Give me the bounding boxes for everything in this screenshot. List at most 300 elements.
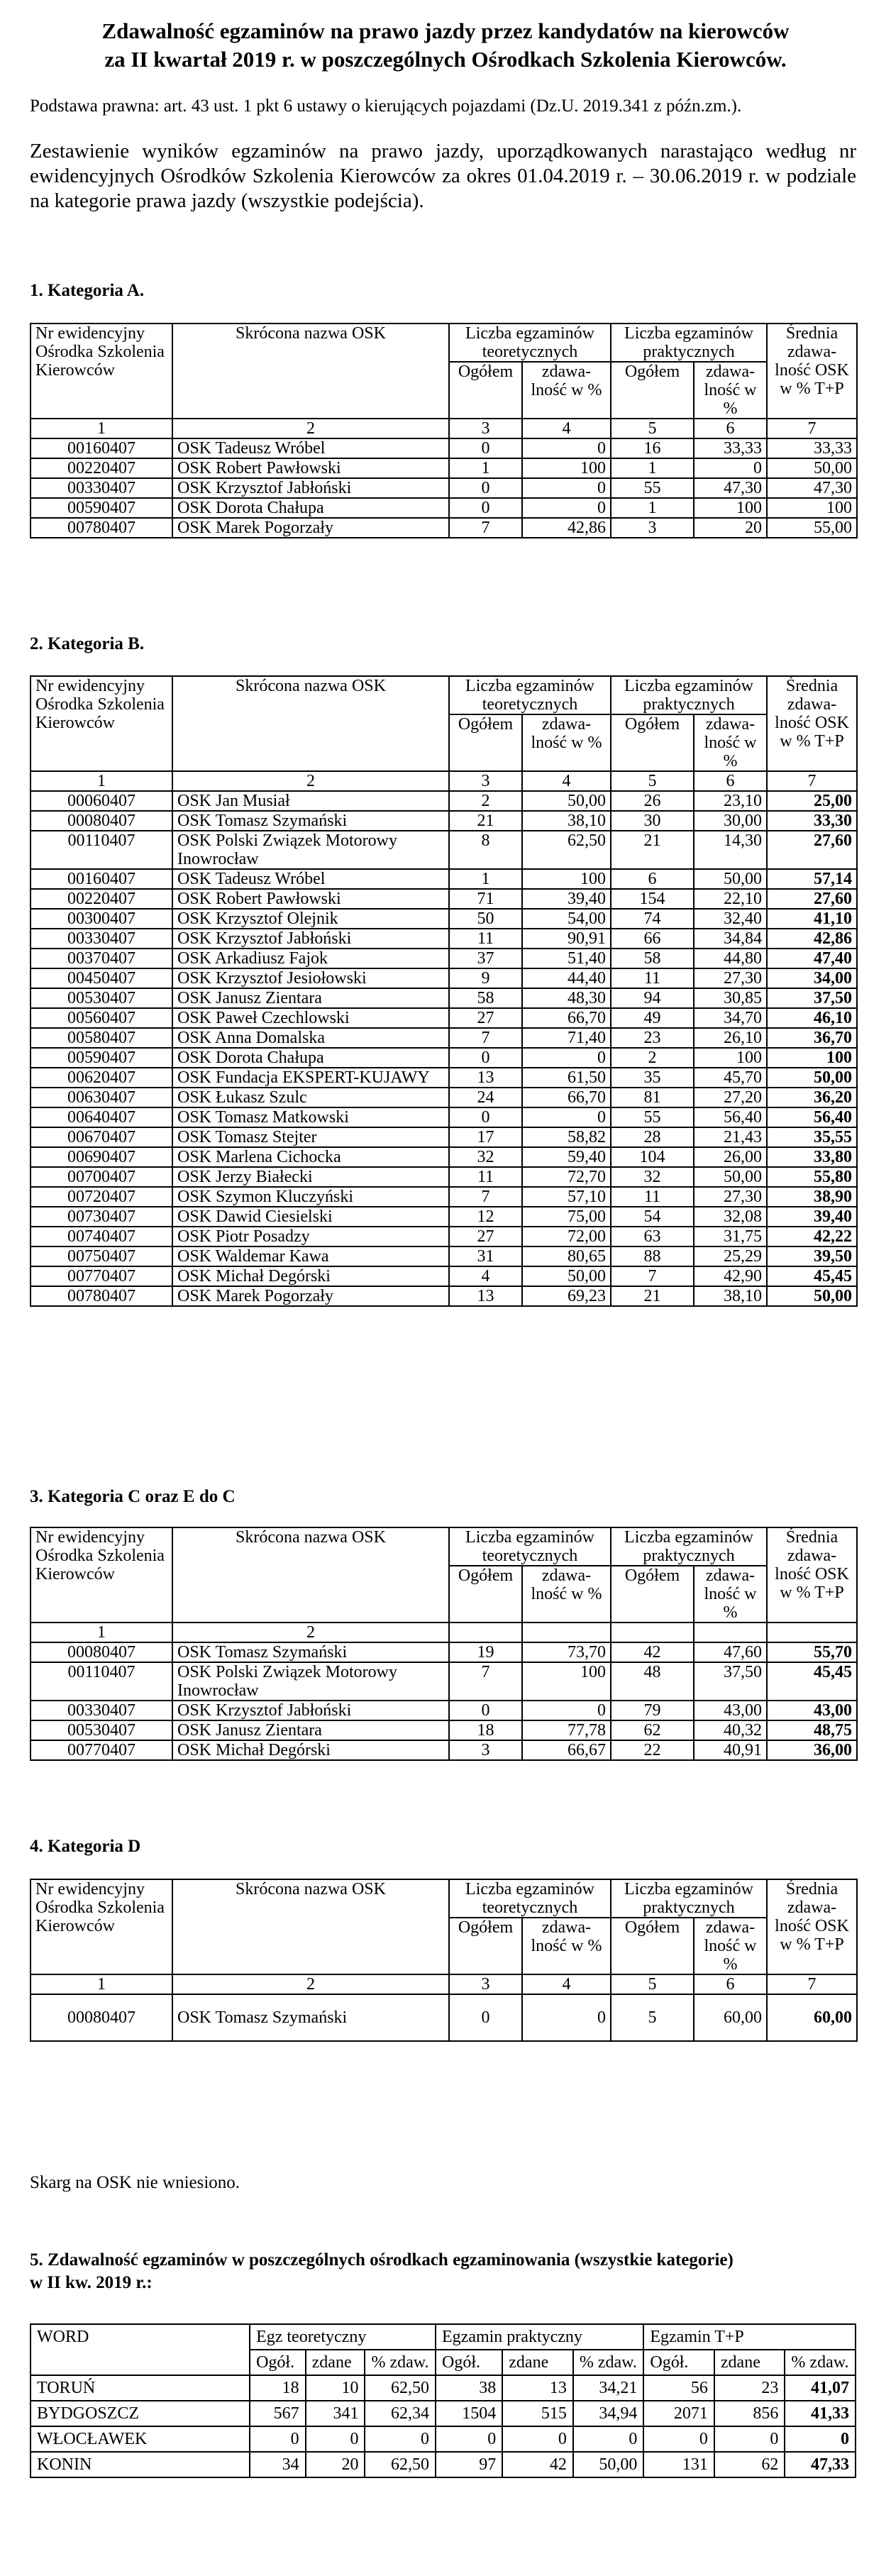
cell-theory-pass: 72,70 bbox=[522, 1167, 611, 1187]
cell-practice-total: 74 bbox=[611, 909, 694, 929]
cell-nr: 00080407 bbox=[31, 811, 172, 831]
title-line-2: za II kwartał 2019 r. w poszczególnych Ośrodkach Szkolenia Kierowców. bbox=[104, 47, 787, 72]
column-header-pass: zdawa-lność w % bbox=[522, 714, 611, 771]
cell-practice-total: 3 bbox=[611, 518, 694, 538]
cell-theory-pass: 69,23 bbox=[522, 1286, 611, 1306]
cell-average: 25,00 bbox=[767, 791, 857, 811]
cell-nr: 00580407 bbox=[31, 1028, 172, 1048]
cell-nr: 00700407 bbox=[31, 1167, 172, 1187]
cell-value: 23 bbox=[714, 2375, 785, 2401]
cell-practice-total: 79 bbox=[611, 1701, 694, 1720]
cell-average: 41,10 bbox=[767, 909, 857, 929]
cell-nr: 00060407 bbox=[31, 791, 172, 811]
cell-theory-pass: 90,91 bbox=[522, 929, 611, 949]
column-index: 7 bbox=[767, 771, 857, 791]
cell-value: 62,50 bbox=[365, 2375, 436, 2401]
table-row bbox=[31, 831, 857, 869]
cell-theory-pass: 100 bbox=[522, 1662, 611, 1701]
column-index-empty bbox=[767, 1623, 857, 1642]
cell-theory-pass: 51,40 bbox=[522, 949, 611, 968]
cell-nr: 00740407 bbox=[31, 1227, 172, 1246]
cell-theory-total: 27 bbox=[449, 1227, 522, 1246]
cell-nr: 00300407 bbox=[31, 909, 172, 929]
cell-value: 1504 bbox=[436, 2401, 502, 2426]
cell-value: 62,50 bbox=[365, 2452, 436, 2477]
cell-practice-pass: 22,10 bbox=[694, 889, 767, 909]
table-row bbox=[31, 1127, 857, 1147]
cell-average: 50,00 bbox=[767, 458, 857, 478]
header-row bbox=[31, 1527, 857, 1566]
cell-average: 37,50 bbox=[767, 988, 857, 1008]
column-header-pass: zdawa-lność w % bbox=[522, 362, 611, 419]
cell-practice-total: 30 bbox=[611, 811, 694, 831]
cell-practice-total: 62 bbox=[611, 1720, 694, 1740]
cell-theory-pass: 80,65 bbox=[522, 1246, 611, 1266]
centers-pct-header: % zdaw. bbox=[785, 2350, 856, 2375]
cell-nr: 00110407 bbox=[31, 1662, 172, 1701]
cell-theory-pass: 50,00 bbox=[522, 1266, 611, 1286]
cell-average: 100 bbox=[767, 1048, 857, 1068]
cell-name: OSK Marlena Cichocka bbox=[172, 1147, 449, 1167]
section-heading-c: 3. Kategoria C oraz E do C bbox=[30, 1487, 236, 1506]
column-index: 6 bbox=[694, 771, 767, 791]
cell-nr: 00630407 bbox=[31, 1088, 172, 1107]
cell-value: 41,33 bbox=[785, 2401, 856, 2426]
table-row bbox=[31, 1286, 857, 1306]
header-row bbox=[31, 676, 857, 714]
column-header-total: Ogółem bbox=[449, 1566, 522, 1623]
column-header-nr: Nr ewidencyjny Ośrodka Szkolenia Kierowców bbox=[31, 324, 172, 419]
table-category-a bbox=[30, 323, 858, 538]
cell-name: OSK Dorota Chałupa bbox=[172, 1048, 449, 1068]
column-header-total: Ogółem bbox=[449, 1918, 522, 1974]
centers-tp-header: Egzamin T+P bbox=[643, 2324, 856, 2350]
cell-practice-total: 6 bbox=[611, 869, 694, 889]
table-row bbox=[31, 1068, 857, 1088]
centers-total-header: Ogół. bbox=[250, 2350, 306, 2375]
cell-theory-total: 7 bbox=[449, 1028, 522, 1048]
column-index: 2 bbox=[172, 1623, 449, 1642]
cell-name: OSK Robert Pawłowski bbox=[172, 458, 449, 478]
cell-center-name: WŁOCŁAWEK bbox=[31, 2426, 250, 2452]
complaints-note: Skarg na OSK nie wniesiono. bbox=[30, 2173, 240, 2192]
header-row bbox=[31, 1879, 857, 1918]
cell-name: OSK Michał Degórski bbox=[172, 1740, 449, 1760]
cell-theory-total: 3 bbox=[449, 1740, 522, 1760]
cell-practice-total: 66 bbox=[611, 929, 694, 949]
cell-practice-total: 94 bbox=[611, 988, 694, 1008]
cell-theory-total: 50 bbox=[449, 909, 522, 929]
cell-theory-total: 37 bbox=[449, 949, 522, 968]
column-header-pass: zdawa-lność w % bbox=[694, 1566, 767, 1623]
cell-nr: 00590407 bbox=[31, 1048, 172, 1068]
cell-nr: 00620407 bbox=[31, 1068, 172, 1088]
cell-practice-total: 1 bbox=[611, 458, 694, 478]
column-index: 4 bbox=[522, 771, 611, 791]
cell-practice-total: 21 bbox=[611, 831, 694, 869]
cell-nr: 00780407 bbox=[31, 1286, 172, 1306]
column-header-nr: Nr ewidencyjny Ośrodka Szkolenia Kierowców bbox=[31, 1527, 172, 1623]
cell-value: 2071 bbox=[643, 2401, 714, 2426]
cell-average: 55,70 bbox=[767, 1642, 857, 1662]
column-header-theory: Liczba egzaminów teoretycznych bbox=[449, 676, 611, 714]
cell-theory-total: 0 bbox=[449, 1107, 522, 1127]
cell-theory-pass: 66,67 bbox=[522, 1740, 611, 1760]
cell-theory-pass: 57,10 bbox=[522, 1187, 611, 1207]
table-exam-centers bbox=[30, 2323, 856, 2478]
cell-nr: 00330407 bbox=[31, 478, 172, 498]
cell-theory-pass: 100 bbox=[522, 869, 611, 889]
cell-name: OSK Krzysztof Jabłoński bbox=[172, 1701, 449, 1720]
cell-theory-total: 1 bbox=[449, 458, 522, 478]
column-index: 3 bbox=[449, 419, 522, 438]
table-row bbox=[31, 889, 857, 909]
column-header-pass: zdawa-lność w % bbox=[694, 362, 767, 419]
cell-theory-total: 19 bbox=[449, 1642, 522, 1662]
cell-value: 13 bbox=[502, 2375, 573, 2401]
cell-theory-pass: 0 bbox=[522, 1107, 611, 1127]
section-heading-centers bbox=[30, 2249, 856, 2294]
cell-practice-pass: 25,29 bbox=[694, 1246, 767, 1266]
title-line-1: Zdawalność egzaminów na prawo jazdy przez kandydatów na kierowców bbox=[101, 18, 790, 43]
cell-practice-pass: 34,84 bbox=[694, 929, 767, 949]
cell-theory-pass: 38,10 bbox=[522, 811, 611, 831]
cell-average: 45,45 bbox=[767, 1266, 857, 1286]
column-index: 6 bbox=[694, 1974, 767, 1994]
cell-practice-pass: 27,20 bbox=[694, 1088, 767, 1107]
cell-theory-total: 58 bbox=[449, 988, 522, 1008]
cell-practice-total: 11 bbox=[611, 1187, 694, 1207]
table-row bbox=[31, 1167, 857, 1187]
cell-theory-total: 21 bbox=[449, 811, 522, 831]
cell-theory-total: 0 bbox=[449, 438, 522, 458]
cell-average: 56,40 bbox=[767, 1107, 857, 1127]
column-index: 3 bbox=[449, 771, 522, 791]
cell-nr: 00160407 bbox=[31, 869, 172, 889]
cell-theory-total: 8 bbox=[449, 831, 522, 869]
cell-nr: 00080407 bbox=[31, 1642, 172, 1662]
cell-practice-pass: 43,00 bbox=[694, 1701, 767, 1720]
cell-average: 100 bbox=[767, 498, 857, 518]
column-index: 3 bbox=[449, 1974, 522, 1994]
cell-name: OSK Anna Domalska bbox=[172, 1028, 449, 1048]
column-header-nr: Nr ewidencyjny Ośrodka Szkolenia Kierowców bbox=[31, 1879, 172, 1974]
cell-practice-pass: 26,10 bbox=[694, 1028, 767, 1048]
table-row bbox=[31, 1227, 857, 1246]
cell-theory-pass: 58,82 bbox=[522, 1127, 611, 1147]
section-heading-b: 2. Kategoria B. bbox=[30, 634, 145, 653]
table-row bbox=[31, 1207, 857, 1227]
table-row bbox=[31, 1088, 857, 1107]
column-header-average: Średnia zdawa-lność OSK w % T+P bbox=[767, 676, 857, 771]
cell-theory-pass: 0 bbox=[522, 1048, 611, 1068]
cell-theory-pass: 66,70 bbox=[522, 1008, 611, 1028]
table-row bbox=[31, 1740, 857, 1760]
cell-nr: 00780407 bbox=[31, 518, 172, 538]
table-category-c bbox=[30, 1527, 858, 1761]
column-header-theory: Liczba egzaminów teoretycznych bbox=[449, 324, 611, 362]
cell-name: OSK Michał Degórski bbox=[172, 1266, 449, 1286]
table-row bbox=[31, 1701, 857, 1720]
cell-practice-pass: 26,00 bbox=[694, 1147, 767, 1167]
cell-name: OSK Jerzy Białecki bbox=[172, 1167, 449, 1187]
table-row bbox=[31, 791, 857, 811]
cell-practice-pass: 20 bbox=[694, 518, 767, 538]
cell-average: 33,80 bbox=[767, 1147, 857, 1167]
cell-theory-total: 0 bbox=[449, 498, 522, 518]
cell-practice-total: 55 bbox=[611, 478, 694, 498]
cell-practice-pass: 33,33 bbox=[694, 438, 767, 458]
section-heading-a: 1. Kategoria A. bbox=[30, 281, 145, 300]
cell-practice-pass: 42,90 bbox=[694, 1266, 767, 1286]
cell-value: 50,00 bbox=[573, 2452, 644, 2477]
column-header-average: Średnia zdawa-lność OSK w % T+P bbox=[767, 1879, 857, 1974]
column-index: 1 bbox=[31, 1974, 172, 1994]
cell-value: 0 bbox=[714, 2426, 785, 2452]
cell-value: 38 bbox=[436, 2375, 502, 2401]
table-row bbox=[31, 988, 857, 1008]
column-index-row bbox=[31, 1623, 857, 1642]
cell-average: 55,00 bbox=[767, 518, 857, 538]
table-row bbox=[31, 1147, 857, 1167]
cell-average: 45,45 bbox=[767, 1662, 857, 1701]
column-header-practice: Liczba egzaminów praktycznych bbox=[611, 324, 767, 362]
cell-practice-pass: 100 bbox=[694, 1048, 767, 1068]
table-row bbox=[31, 2426, 856, 2452]
column-header-total: Ogółem bbox=[611, 714, 694, 771]
column-index: 2 bbox=[172, 419, 449, 438]
column-header-pass: zdawa-lność w % bbox=[522, 1566, 611, 1623]
column-index: 5 bbox=[611, 771, 694, 791]
cell-name: OSK Krzysztof Olejnik bbox=[172, 909, 449, 929]
cell-average: 36,70 bbox=[767, 1028, 857, 1048]
column-header-pass: zdawa-lność w % bbox=[522, 1918, 611, 1974]
table-row bbox=[31, 518, 857, 538]
column-header-total: Ogółem bbox=[611, 1918, 694, 1974]
cell-value: 10 bbox=[306, 2375, 365, 2401]
table-row bbox=[31, 909, 857, 929]
cell-nr: 00750407 bbox=[31, 1246, 172, 1266]
cell-nr: 00590407 bbox=[31, 498, 172, 518]
cell-average: 55,80 bbox=[767, 1167, 857, 1187]
cell-nr: 00530407 bbox=[31, 1720, 172, 1740]
cell-name: OSK Marek Pogorzały bbox=[172, 518, 449, 538]
cell-practice-total: 32 bbox=[611, 1167, 694, 1187]
column-index-row bbox=[31, 771, 857, 791]
cell-average: 47,30 bbox=[767, 478, 857, 498]
cell-average: 50,00 bbox=[767, 1286, 857, 1306]
cell-average: 39,40 bbox=[767, 1207, 857, 1227]
cell-nr: 00370407 bbox=[31, 949, 172, 968]
cell-average: 42,86 bbox=[767, 929, 857, 949]
column-index: 7 bbox=[767, 419, 857, 438]
cell-average: 27,60 bbox=[767, 889, 857, 909]
cell-theory-pass: 71,40 bbox=[522, 1028, 611, 1048]
cell-practice-pass: 47,60 bbox=[694, 1642, 767, 1662]
cell-theory-total: 7 bbox=[449, 518, 522, 538]
cell-name: OSK Robert Pawłowski bbox=[172, 889, 449, 909]
cell-practice-pass: 32,40 bbox=[694, 909, 767, 929]
cell-theory-total: 1 bbox=[449, 869, 522, 889]
cell-theory-total: 4 bbox=[449, 1266, 522, 1286]
cell-average: 34,00 bbox=[767, 968, 857, 988]
cell-nr: 00220407 bbox=[31, 889, 172, 909]
table-row bbox=[31, 1008, 857, 1028]
column-index: 5 bbox=[611, 1974, 694, 1994]
cell-nr: 00080407 bbox=[31, 1994, 172, 2041]
table-row bbox=[31, 1107, 857, 1127]
cell-theory-total: 7 bbox=[449, 1187, 522, 1207]
cell-value: 20 bbox=[306, 2452, 365, 2477]
centers-total-header: Ogół. bbox=[436, 2350, 502, 2375]
column-index-empty bbox=[611, 1623, 694, 1642]
cell-practice-pass: 31,75 bbox=[694, 1227, 767, 1246]
cell-practice-pass: 60,00 bbox=[694, 1994, 767, 2041]
cell-theory-pass: 61,50 bbox=[522, 1068, 611, 1088]
cell-average: 48,75 bbox=[767, 1720, 857, 1740]
cell-average: 33,33 bbox=[767, 438, 857, 458]
cell-name: OSK Tomasz Stejter bbox=[172, 1127, 449, 1147]
cell-nr: 00770407 bbox=[31, 1740, 172, 1760]
cell-average: 35,55 bbox=[767, 1127, 857, 1147]
cell-practice-total: 5 bbox=[611, 1994, 694, 2041]
cell-value: 62 bbox=[714, 2452, 785, 2477]
column-header-total: Ogółem bbox=[611, 1566, 694, 1623]
cell-practice-total: 2 bbox=[611, 1048, 694, 1068]
cell-theory-pass: 75,00 bbox=[522, 1207, 611, 1227]
cell-practice-total: 58 bbox=[611, 949, 694, 968]
cell-value: 34 bbox=[250, 2452, 306, 2477]
table-row bbox=[31, 1246, 857, 1266]
cell-theory-pass: 0 bbox=[522, 438, 611, 458]
cell-value: 567 bbox=[250, 2401, 306, 2426]
cell-theory-total: 71 bbox=[449, 889, 522, 909]
cell-practice-pass: 50,00 bbox=[694, 1167, 767, 1187]
legal-basis: Podstawa prawna: art. 43 ust. 1 pkt 6 ustawy o kierujących pojazdami (Dz.U. 2019.341 z późn.zm.). bbox=[30, 96, 742, 116]
centers-heading-line-1: 5. Zdawalność egzaminów w poszczególnych ośrodkach egzaminowania (wszystkie kategorie) bbox=[30, 2250, 734, 2270]
table-row bbox=[31, 1028, 857, 1048]
cell-name: OSK Fundacja EKSPERT-KUJAWY bbox=[172, 1068, 449, 1088]
cell-theory-total: 0 bbox=[449, 1048, 522, 1068]
table-row bbox=[31, 2375, 856, 2401]
centers-theory-header: Egz teoretyczny bbox=[250, 2324, 436, 2350]
cell-theory-total: 7 bbox=[449, 1662, 522, 1701]
cell-practice-total: 154 bbox=[611, 889, 694, 909]
cell-practice-total: 63 bbox=[611, 1227, 694, 1246]
column-index-row bbox=[31, 1974, 857, 1994]
cell-name: OSK Piotr Posadzy bbox=[172, 1227, 449, 1246]
cell-practice-total: 49 bbox=[611, 1008, 694, 1028]
cell-practice-pass: 40,32 bbox=[694, 1720, 767, 1740]
cell-practice-total: 26 bbox=[611, 791, 694, 811]
column-header-average: Średnia zdawa-lność OSK w % T+P bbox=[767, 324, 857, 419]
cell-practice-pass: 50,00 bbox=[694, 869, 767, 889]
cell-name: OSK Jan Musiał bbox=[172, 791, 449, 811]
cell-nr: 00530407 bbox=[31, 988, 172, 1008]
cell-value: 0 bbox=[250, 2426, 306, 2452]
cell-name: OSK Dawid Ciesielski bbox=[172, 1207, 449, 1227]
cell-practice-total: 22 bbox=[611, 1740, 694, 1760]
cell-theory-pass: 54,00 bbox=[522, 909, 611, 929]
cell-average: 36,00 bbox=[767, 1740, 857, 1760]
cell-value: 0 bbox=[785, 2426, 856, 2452]
column-header-pass: zdawa-lność w % bbox=[694, 714, 767, 771]
cell-value: 856 bbox=[714, 2401, 785, 2426]
cell-practice-pass: 44,80 bbox=[694, 949, 767, 968]
cell-practice-total: 7 bbox=[611, 1266, 694, 1286]
cell-theory-total: 32 bbox=[449, 1147, 522, 1167]
cell-value: 0 bbox=[502, 2426, 573, 2452]
cell-practice-total: 55 bbox=[611, 1107, 694, 1127]
cell-practice-pass: 0 bbox=[694, 458, 767, 478]
cell-theory-pass: 48,30 bbox=[522, 988, 611, 1008]
cell-theory-pass: 77,78 bbox=[522, 1720, 611, 1740]
cell-theory-pass: 0 bbox=[522, 1701, 611, 1720]
cell-theory-total: 0 bbox=[449, 1994, 522, 2041]
table-row bbox=[31, 2452, 856, 2477]
table-row bbox=[31, 478, 857, 498]
cell-name: OSK Janusz Zientara bbox=[172, 1720, 449, 1740]
column-index: 4 bbox=[522, 419, 611, 438]
cell-value: 42 bbox=[502, 2452, 573, 2477]
cell-value: 0 bbox=[436, 2426, 502, 2452]
header-row bbox=[31, 324, 857, 362]
cell-nr: 00450407 bbox=[31, 968, 172, 988]
column-header-name: Skrócona nazwa OSK bbox=[172, 324, 449, 419]
table-category-d bbox=[30, 1879, 858, 2042]
table-row bbox=[31, 811, 857, 831]
cell-name: OSK Marek Pogorzały bbox=[172, 1286, 449, 1306]
cell-value: 341 bbox=[306, 2401, 365, 2426]
cell-value: 515 bbox=[502, 2401, 573, 2426]
cell-theory-pass: 0 bbox=[522, 1994, 611, 2041]
cell-value: 97 bbox=[436, 2452, 502, 2477]
cell-nr: 00730407 bbox=[31, 1207, 172, 1227]
cell-name: OSK Paweł Czechlowski bbox=[172, 1008, 449, 1028]
cell-practice-pass: 32,08 bbox=[694, 1207, 767, 1227]
cell-theory-total: 18 bbox=[449, 1720, 522, 1740]
column-index-empty bbox=[449, 1623, 522, 1642]
column-header-pass: zdawa-lność w % bbox=[694, 1918, 767, 1974]
cell-nr: 00160407 bbox=[31, 438, 172, 458]
cell-nr: 00670407 bbox=[31, 1127, 172, 1147]
centers-header-row bbox=[31, 2324, 856, 2350]
column-index-empty bbox=[522, 1623, 611, 1642]
cell-nr: 00110407 bbox=[31, 831, 172, 869]
cell-practice-pass: 23,10 bbox=[694, 791, 767, 811]
cell-practice-total: 16 bbox=[611, 438, 694, 458]
cell-average: 33,30 bbox=[767, 811, 857, 831]
column-header-practice: Liczba egzaminów praktycznych bbox=[611, 1527, 767, 1566]
centers-pct-header: % zdaw. bbox=[573, 2350, 644, 2375]
cell-value: 62,34 bbox=[365, 2401, 436, 2426]
cell-practice-pass: 45,70 bbox=[694, 1068, 767, 1088]
cell-practice-total: 54 bbox=[611, 1207, 694, 1227]
column-index-empty bbox=[694, 1623, 767, 1642]
section-heading-d: 4. Kategoria D bbox=[30, 1837, 141, 1856]
cell-center-name: BYDGOSZCZ bbox=[31, 2401, 250, 2426]
cell-practice-total: 1 bbox=[611, 498, 694, 518]
column-index: 4 bbox=[522, 1974, 611, 1994]
cell-name: OSK Tomasz Szymański bbox=[172, 811, 449, 831]
cell-value: 41,07 bbox=[785, 2375, 856, 2401]
cell-average: 46,10 bbox=[767, 1008, 857, 1028]
cell-value: 18 bbox=[250, 2375, 306, 2401]
cell-value: 34,94 bbox=[573, 2401, 644, 2426]
column-index: 2 bbox=[172, 771, 449, 791]
cell-theory-pass: 62,50 bbox=[522, 831, 611, 869]
table-row bbox=[31, 968, 857, 988]
